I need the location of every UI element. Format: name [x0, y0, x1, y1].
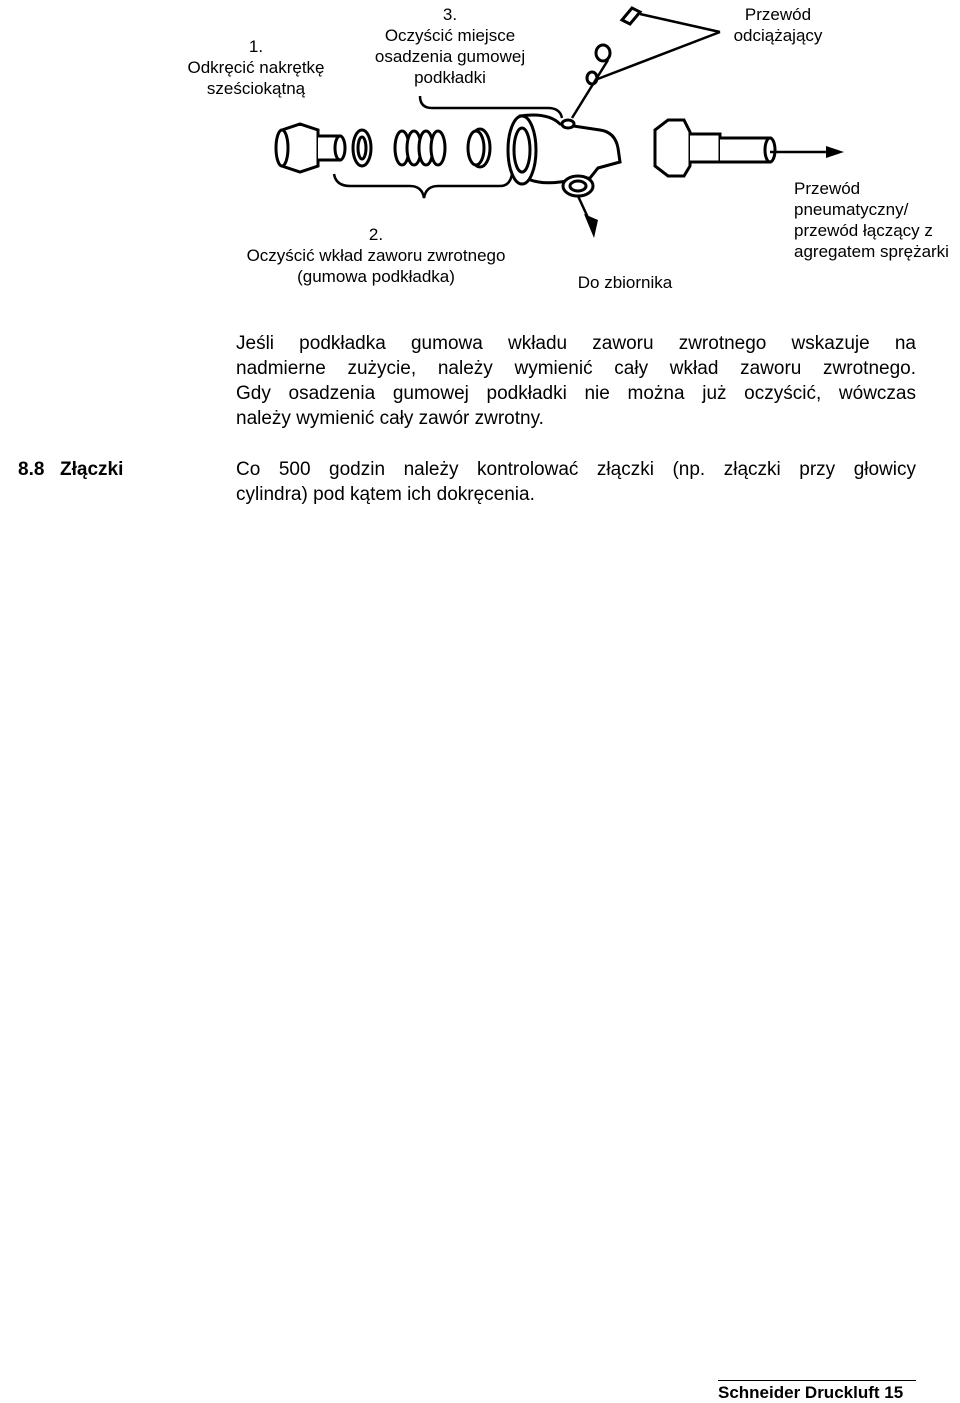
hex-nut-part [276, 124, 345, 172]
valve-body-part [508, 115, 620, 196]
arrow-down-icon [584, 214, 598, 238]
valve-cartridge-part [395, 131, 445, 165]
page-footer: Schneider Druckluft 15 [718, 1383, 904, 1402]
paragraph-gasket-wear: Jeśli podkładka gumowa wkładu zaworu zwrotnego wskazuje na nadmierne zużycie, należy wymienić cały wkład zaworu zwrotnego. Gdy osadzenia gumowej podkładki nie można już oczyścić, wówczas należy wymienić cały zawór zwrotny. [236, 333, 916, 429]
section-title: Złączki [60, 459, 124, 480]
label-relief-line: Przewód odciążający [733, 5, 823, 45]
section-text: Co 500 godzin należy kontrolować złączki (np. złączki przy głowicy cylindra) pod kątem ich dokręcenia. [236, 459, 916, 505]
seal-ring-part [353, 130, 371, 166]
pneumatic-fitting-part [655, 120, 775, 176]
brace-part-2 [334, 174, 512, 198]
label-to-tank: Do zbiornika [577, 273, 673, 292]
label-step-1: 1. Odkręcić nakrętkę sześciokątną [187, 37, 325, 98]
label-step-3: 3. Oczyścić miejsce osadzenia gumowej podkładki [374, 5, 526, 87]
section-number: 8.8 [18, 459, 45, 480]
label-step-2: 2. Oczyścić wkład zaworu zwrotnego (gumowa podkładka) [246, 225, 506, 286]
arrow-right-icon [826, 146, 844, 158]
footer-rule [718, 1380, 916, 1381]
rubber-gasket-part [468, 129, 490, 167]
label-pneumatic-line: Przewód pneumatyczny/ przewód łączący z agregatem sprężarki [794, 179, 949, 261]
